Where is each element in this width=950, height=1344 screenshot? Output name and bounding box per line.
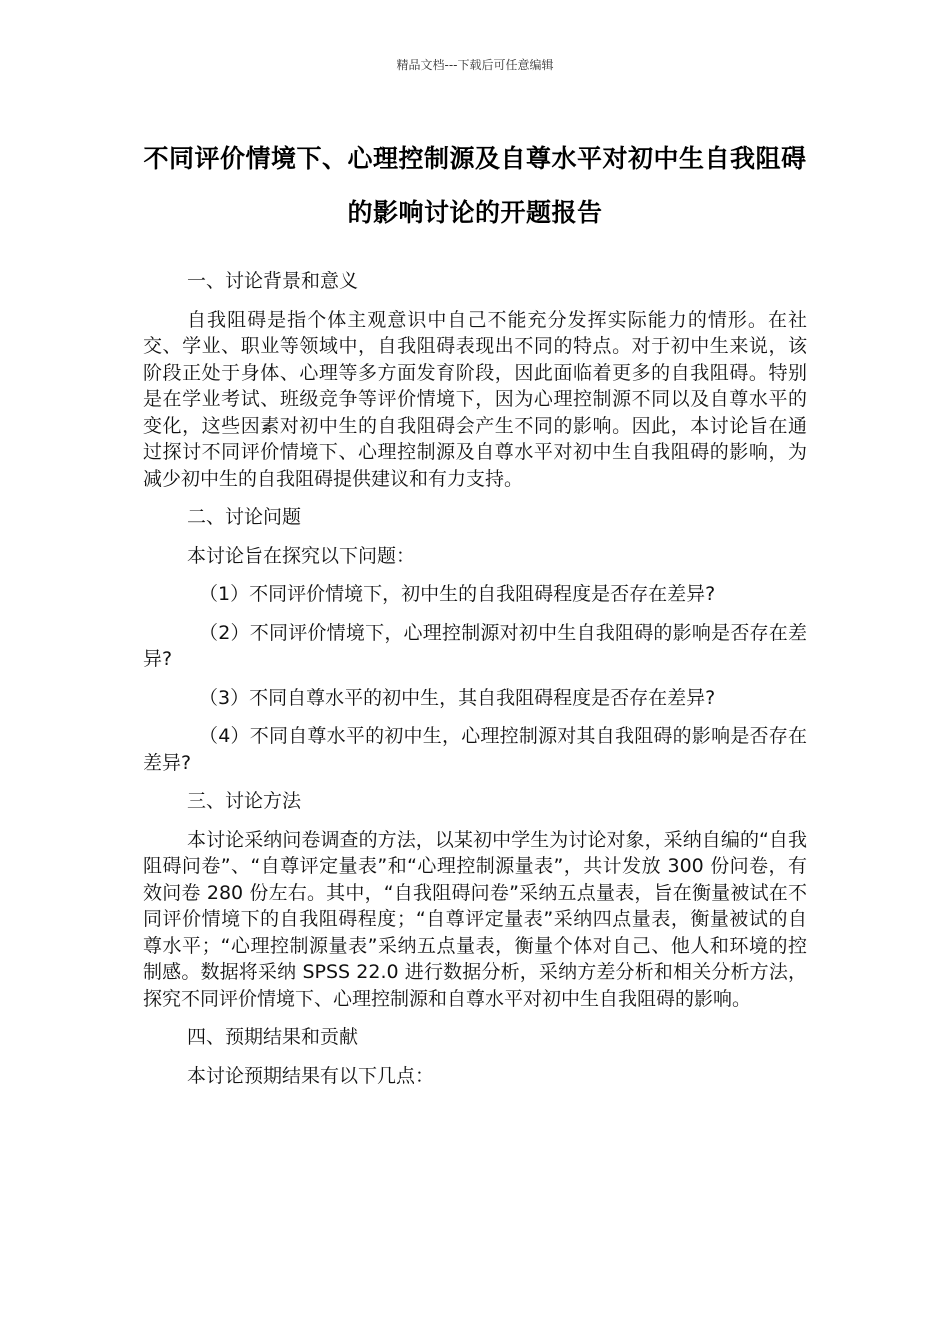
page-header: 精品文档---下载后可任意编辑 bbox=[396, 58, 554, 72]
section-heading-results: 四、预期结果和贡献 bbox=[187, 1026, 359, 1048]
section-heading-questions: 二、讨论问题 bbox=[187, 506, 302, 528]
question-item: （3）不同自尊水平的初中生，其自我阻碍程度是否存在差异? bbox=[199, 686, 716, 709]
results-intro: 本讨论预期结果有以下几点： bbox=[187, 1064, 435, 1087]
question-item: （2）不同评价情境下，心理控制源对初中生自我阻碍的影响是否存在差异? bbox=[143, 621, 807, 670]
section-heading-background: 一、讨论背景和意义 bbox=[187, 270, 359, 292]
method-paragraph: 本讨论采纳问卷调查的方法，以某初中学生为讨论对象，采纳自编的“自我阻碍问卷”、“自尊评定量表”和“心理控制源量表”，共计发放 300 份问卷，有效问卷 280 份左右。其中，“自我阻碍问卷”采纳五点量表，旨在衡量被试在不同评价情境下的自我阻碍程度；“自尊评定量表”采纳四点量表，衡量被试的自尊水平；“心理控制源量表”采纳五点量表，衡量个体对自己、他人和环境的控制感。数据将采纳 SPSS 22.0 进行数据分析，采纳方差分析和相关分析方法，探究不同评价情境下、心理控制源和自尊水平对初中生自我阻碍的影响。 bbox=[143, 828, 807, 1010]
section-heading-method: 三、讨论方法 bbox=[187, 790, 302, 812]
background-paragraph: 自我阻碍是指个体主观意识中自己不能充分发挥实际能力的情形。在社交、学业、职业等领域中，自我阻碍表现出不同的特点。对于初中生来说，该阶段正处于身体、心理等多方面发育阶段，因此面临着更多的自我阻碍。特别是在学业考试、班级竞争等评价情境下，因为心理控制源不同以及自尊水平的变化，这些因素对初中生的自我阻碍会产生不同的影响。因此，本讨论旨在通过探讨不同评价情境下、心理控制源及自尊水平对初中生自我阻碍的影响，为减少初中生的自我阻碍提供建议和有力支持。 bbox=[143, 308, 807, 490]
question-item: （1）不同评价情境下，初中生的自我阻碍程度是否存在差异? bbox=[199, 583, 716, 605]
questions-intro: 本讨论旨在探究以下问题： bbox=[187, 544, 416, 567]
document-body bbox=[143, 268, 807, 1101]
question-item: （4）不同自尊水平的初中生，心理控制源对其自我阻碍的影响是否存在差异? bbox=[143, 725, 807, 774]
document-title: 不同评价情境下、心理控制源及自尊水平对初中生自我阻碍的影响讨论的开题报告 bbox=[143, 144, 807, 227]
